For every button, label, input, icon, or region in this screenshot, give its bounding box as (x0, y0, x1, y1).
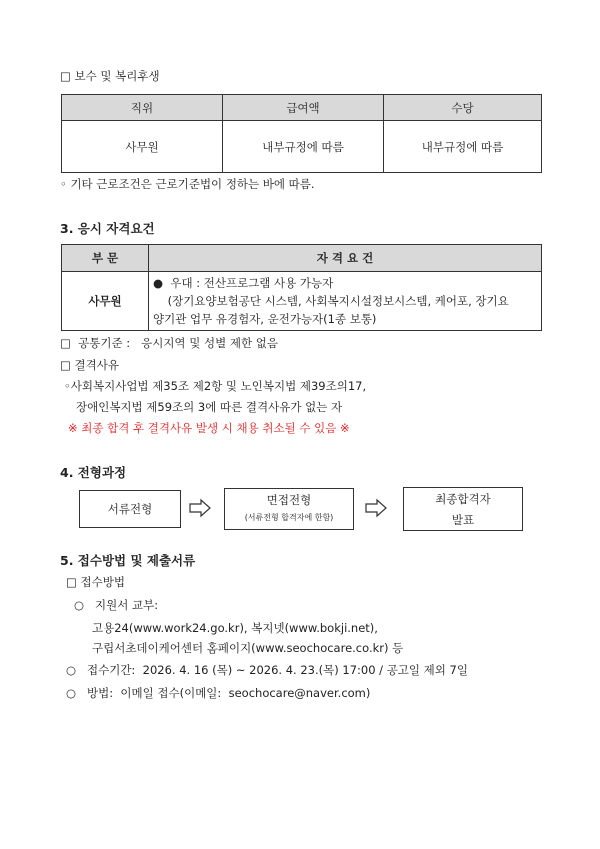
application-sites: 구립서초데이케어센터 홈페이지(www.seochocare.co.kr) 등 (92, 641, 404, 655)
step-label: 면접전형 (266, 493, 312, 507)
table-cell: 내부규정에 따름 (384, 121, 542, 173)
table-header: 부 문 (62, 245, 149, 272)
section-4-title: 4. 전형과정 (60, 465, 127, 480)
preference-line: 양기관 업무 유경험자, 운전가능자(1종 보통) (153, 312, 377, 326)
arrow-right-icon (364, 498, 388, 518)
section-3-title: 3. 응시 자격요건 (60, 221, 155, 236)
table-header: 급여액 (223, 95, 384, 121)
step-label: 서류전형 (107, 502, 153, 516)
table-header: 자 격 요 건 (149, 245, 542, 272)
table-header: 직위 (62, 95, 223, 121)
step-interview (224, 488, 354, 530)
table-cell: 사무원 (62, 272, 149, 331)
arrow-right-icon (188, 498, 212, 518)
section-5-title: 5. 접수방법 및 제출서류 (60, 553, 196, 568)
disqualification-title: □ 결격사유 (60, 358, 119, 372)
common-criteria: □ 공통기준 : 응시지역 및 성별 제한 없음 (60, 336, 278, 350)
step-label: 최종합격자 (435, 492, 491, 506)
qualification-cell (149, 272, 542, 331)
benefits-table (61, 94, 542, 173)
disqualification-warning: ※ 최종 합격 후 결격사유 발생 시 채용 취소될 수 있음 ※ (68, 421, 350, 435)
table-cell: 사무원 (62, 121, 223, 173)
application-method-title: □ 접수방법 (66, 575, 125, 589)
work-conditions-note: ◦ 기타 근로조건은 근로기준법이 정하는 바에 따름. (60, 177, 315, 191)
step-document-screening (79, 490, 181, 528)
disqualification-line: 장애인복지법 제59조의 3에 따른 결격사유가 없는 자 (76, 400, 343, 414)
table-header: 수당 (384, 95, 542, 121)
qualification-table (61, 244, 542, 331)
benefits-title: □ 보수 및 복리후생 (60, 69, 160, 83)
step-final-announcement (403, 487, 523, 531)
table-cell: 내부규정에 따름 (223, 121, 384, 173)
step-sublabel: (서류전형 합격자에 한함) (244, 513, 334, 522)
preference-line: ● 우대 : 전산프로그램 사용 가능자 (153, 276, 334, 290)
step-label: 발표 (451, 513, 475, 527)
disqualification-line: ◦사회복지사업법 제35조 제2항 및 노인복지법 제39조의17, (64, 379, 367, 393)
preference-line: (장기요양보험공단 시스템, 사회복지시설정보시스템, 케어포, 장기요 (153, 294, 509, 308)
application-sites: 고용24(www.work24.go.kr), 복지넷(www.bokji.net), (92, 621, 378, 635)
application-item: ○ 지원서 교부: (74, 598, 159, 612)
application-email: ○ 방법: 이메일 접수(이메일: seochocare@naver.com) (66, 686, 371, 700)
application-period: ○ 접수기간: 2026. 4. 16 (목) ~ 2026. 4. 23.(목) 17:00 / 공고일 제외 7일 (66, 663, 468, 677)
